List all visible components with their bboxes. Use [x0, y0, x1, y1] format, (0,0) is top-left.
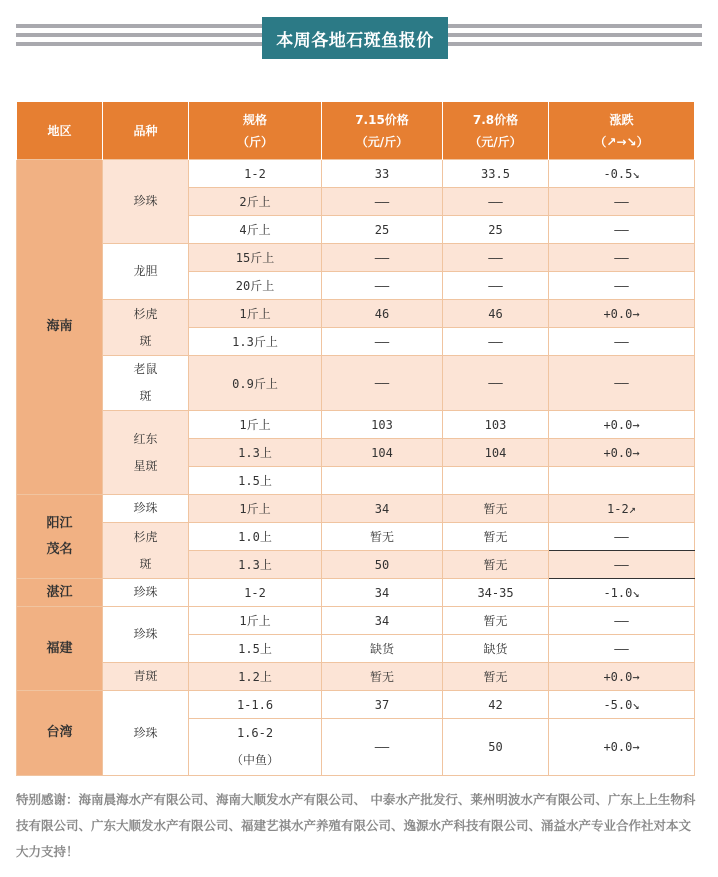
table-row	[17, 523, 695, 551]
table-row	[17, 607, 695, 635]
change-cell: -5.0↘	[549, 691, 695, 719]
spec-cell: 1-1.6	[189, 691, 322, 719]
spec-cell: 1.2上	[189, 663, 322, 691]
price-78-cell: 103	[443, 411, 549, 439]
spec-cell: 1斤上	[189, 495, 322, 523]
spec-cell: 1-2	[189, 579, 322, 607]
region-hainan: 海南	[17, 160, 103, 495]
price-78-cell: 33.5	[443, 160, 549, 188]
price-715-cell: 34	[322, 607, 443, 635]
region-taiwan: 台湾	[17, 691, 103, 776]
spec-cell: 1斤上	[189, 300, 322, 328]
price-715-cell: 34	[322, 579, 443, 607]
change-cell: ——	[549, 607, 695, 635]
header-change: 涨跌 （↗→↘）	[549, 102, 695, 160]
change-cell: ——	[549, 356, 695, 411]
change-cell: -0.5↘	[549, 160, 695, 188]
spec-cell: 1.3上	[189, 439, 322, 467]
price-715-cell: 37	[322, 691, 443, 719]
price-78-cell: ——	[443, 272, 549, 300]
variety-shanhu: 杉虎 斑	[103, 300, 189, 356]
table-header-row	[17, 102, 695, 160]
spec-cell: 1.5上	[189, 467, 322, 495]
price-715-cell: 50	[322, 551, 443, 579]
table-row	[17, 579, 695, 607]
price-715-cell: ——	[322, 356, 443, 411]
price-715-cell: ——	[322, 244, 443, 272]
variety-qingban: 青斑	[103, 663, 189, 691]
spec-cell: 1.5上	[189, 635, 322, 663]
change-cell: ——	[549, 551, 695, 579]
price-table	[16, 102, 695, 776]
price-78-cell	[443, 467, 549, 495]
price-78-cell: 暂无	[443, 551, 549, 579]
spec-cell: 20斤上	[189, 272, 322, 300]
price-715-cell: ——	[322, 272, 443, 300]
region-fujian: 福建	[17, 607, 103, 691]
spec-cell: 0.9斤上	[189, 356, 322, 411]
price-78-cell: 暂无	[443, 607, 549, 635]
price-715-cell: ——	[322, 328, 443, 356]
page-title: 本周各地石斑鱼报价	[262, 17, 448, 59]
variety-zhenzhu: 珍珠	[103, 607, 189, 663]
region-yangjiang-maoming: 阳江 茂名	[17, 495, 103, 579]
change-cell: 1-2↗	[549, 495, 695, 523]
header-price-78: 7.8价格 （元/斤）	[443, 102, 549, 160]
change-cell: +0.0→	[549, 439, 695, 467]
change-cell: ——	[549, 635, 695, 663]
header-region: 地区	[17, 102, 103, 160]
change-cell: +0.0→	[549, 663, 695, 691]
table-row	[17, 244, 695, 272]
spec-cell: 1.0上	[189, 523, 322, 551]
price-78-cell: 25	[443, 216, 549, 244]
header-variety: 品种	[103, 102, 189, 160]
spec-cell: 1.6-2 （中鱼）	[189, 719, 322, 776]
price-715-cell: 缺货	[322, 635, 443, 663]
price-78-cell: 46	[443, 300, 549, 328]
variety-zhenzhu: 珍珠	[103, 160, 189, 244]
price-715-cell: 25	[322, 216, 443, 244]
spec-cell: 15斤上	[189, 244, 322, 272]
price-78-cell: 42	[443, 691, 549, 719]
table-row	[17, 411, 695, 439]
price-78-cell: 50	[443, 719, 549, 776]
spec-cell: 4斤上	[189, 216, 322, 244]
spec-cell: 1斤上	[189, 607, 322, 635]
price-715-cell: 104	[322, 439, 443, 467]
change-cell: +0.0→	[549, 411, 695, 439]
table-row	[17, 356, 695, 411]
variety-zhenzhu: 珍珠	[103, 579, 189, 607]
price-78-cell: 34-35	[443, 579, 549, 607]
region-zhanjiang: 湛江	[17, 579, 103, 607]
price-715-cell: 46	[322, 300, 443, 328]
acknowledgement-text: 特别感谢：海南晨海水产有限公司、海南大顺发水产有限公司、 中泰水产批发行、莱州明波水产有限公司、广东上上生物科技有限公司、广东大顺发水产有限公司、福建艺祺水产养殖有限公司、逸源水产科技有限公司、涌益水产专业合作社对本文大力支持！	[16, 792, 696, 859]
table-row	[17, 663, 695, 691]
change-cell: +0.0→	[549, 719, 695, 776]
price-715-cell: 103	[322, 411, 443, 439]
price-715-cell: 33	[322, 160, 443, 188]
price-715-cell	[322, 467, 443, 495]
spec-cell: 2斤上	[189, 188, 322, 216]
change-cell: ——	[549, 328, 695, 356]
price-78-cell: ——	[443, 188, 549, 216]
price-715-cell: 暂无	[322, 663, 443, 691]
price-715-cell: 34	[322, 495, 443, 523]
change-cell: ——	[549, 272, 695, 300]
price-715-cell: ——	[322, 719, 443, 776]
price-715-cell: ——	[322, 188, 443, 216]
change-cell: ——	[549, 244, 695, 272]
table-row	[17, 495, 695, 523]
price-78-cell: ——	[443, 328, 549, 356]
price-78-cell: 104	[443, 439, 549, 467]
change-cell	[549, 467, 695, 495]
spec-cell: 1.3斤上	[189, 328, 322, 356]
header-spec: 规格 （斤）	[189, 102, 322, 160]
price-78-cell: 暂无	[443, 523, 549, 551]
change-cell: ——	[549, 216, 695, 244]
change-cell: ——	[549, 523, 695, 551]
spec-cell: 1.3上	[189, 551, 322, 579]
price-78-cell: 暂无	[443, 663, 549, 691]
change-cell: -1.0↘	[549, 579, 695, 607]
spec-cell: 1-2	[189, 160, 322, 188]
table-row	[17, 691, 695, 719]
variety-zhenzhu: 珍珠	[103, 691, 189, 776]
variety-zhenzhu: 珍珠	[103, 495, 189, 523]
spec-cell: 1斤上	[189, 411, 322, 439]
price-78-cell: ——	[443, 244, 549, 272]
variety-hongdong: 红东 星斑	[103, 411, 189, 495]
variety-laoshu: 老鼠 斑	[103, 356, 189, 411]
variety-shanhu: 杉虎 斑	[103, 523, 189, 579]
header-price-715: 7.15价格 （元/斤）	[322, 102, 443, 160]
change-cell: +0.0→	[549, 300, 695, 328]
change-cell: ——	[549, 188, 695, 216]
price-78-cell: 暂无	[443, 495, 549, 523]
price-78-cell: 缺货	[443, 635, 549, 663]
table-row	[17, 300, 695, 328]
variety-longdan: 龙胆	[103, 244, 189, 300]
table-row	[17, 160, 695, 188]
price-715-cell: 暂无	[322, 523, 443, 551]
price-78-cell: ——	[443, 356, 549, 411]
